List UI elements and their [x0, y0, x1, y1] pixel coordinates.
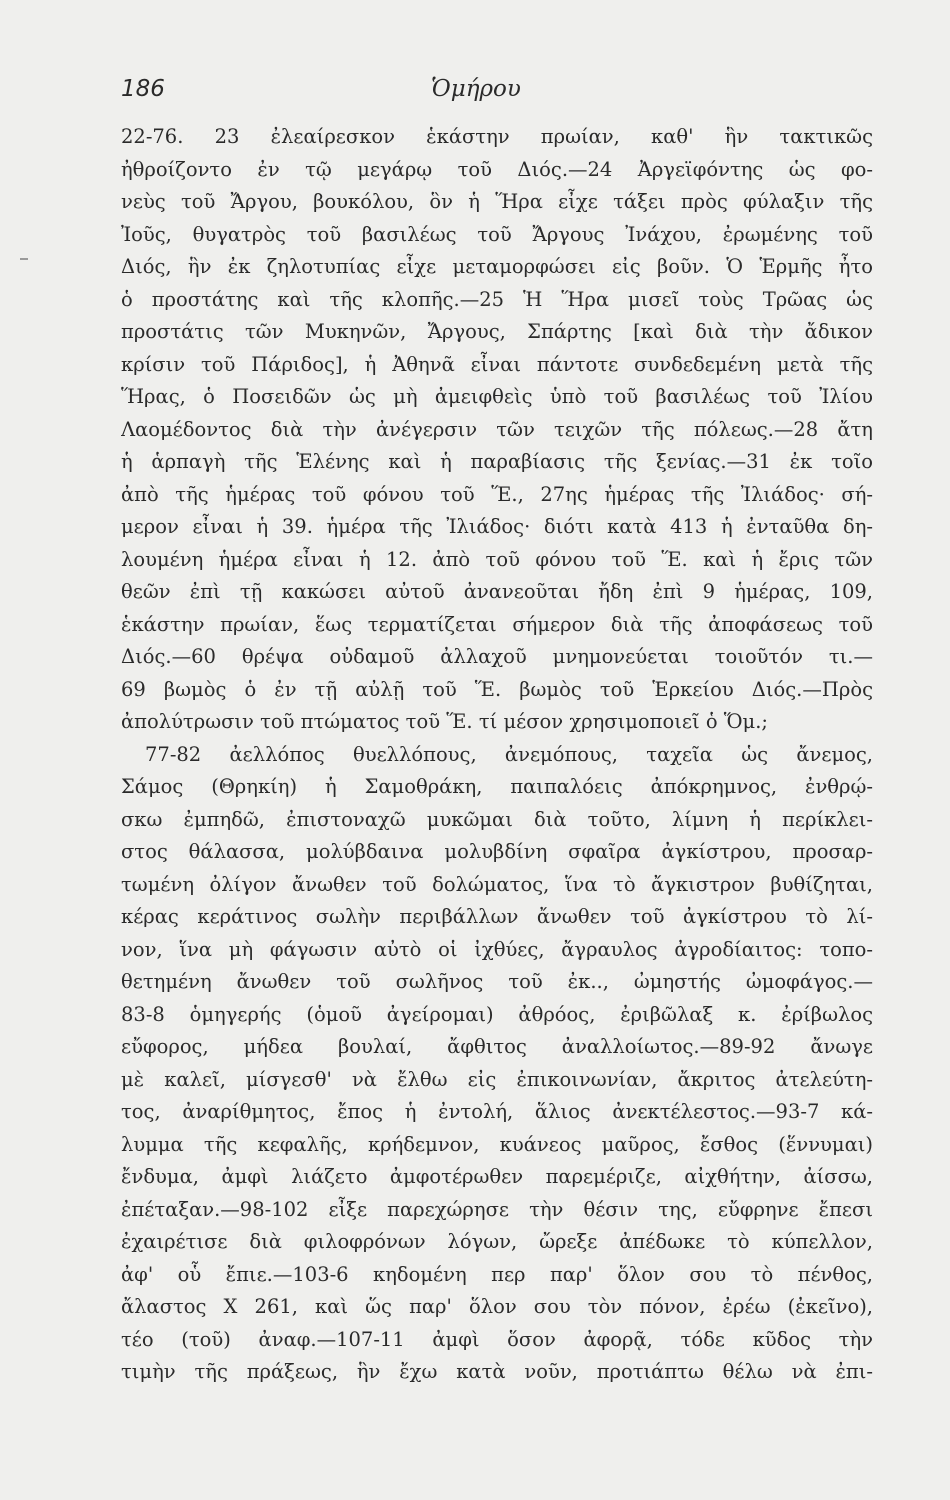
scan-mark — [20, 258, 28, 260]
commentary-text — [121, 121, 873, 1389]
text-line: Ἥρας, ὁ Ποσειδῶν ὡς μὴ ἀμειφθεὶς ὑπὸ τοῦ βασιλέως τοῦ Ἰλίου — [121, 385, 873, 408]
text-line: Διός.—60 θρέψα οὐδαμοῦ ἀλλαχοῦ μνημονεύεται τοιοῦτόν τι.— — [121, 645, 873, 668]
text-line: 83-8 ὁμηγερής (ὁμοῦ ἀγείρομαι) ἀθρόος, ἐριβῶλαξ κ. ἐρίβωλος — [121, 1002, 873, 1026]
text-line: θετημένη ἄνωθεν τοῦ σωλῆνος τοῦ ἐκ.., ὠμηστής ὠμοφάγος.— — [121, 970, 873, 993]
text-line: Σάμος (Θρηκίη) ἡ Σαμοθράκη, παιπαλόεις ἀπόκρημνος, ἐνθρῴ- — [121, 775, 873, 798]
text-line: 22-76. 23 ἐλεαίρεσκον ἑκάστην πρωίαν, καθ' ἣν τακτικῶς — [121, 125, 873, 148]
text-line: θεῶν ἐπὶ τῇ κακώσει αὐτοῦ ἀνανεοῦται ἤδη ἐπὶ 9 ἡμέρας, 109, — [121, 580, 873, 603]
text-line: μερον εἶναι ἡ 39. ἡμέρα τῆς Ἰλιάδος· διότι κατὰ 413 ἡ ἐνταῦθα δη- — [121, 515, 873, 538]
text-line: ἀπὸ τῆς ἡμέρας τοῦ φόνου τοῦ Ἕ., 27ης ἡμέρας τῆς Ἰλιάδος· σή- — [121, 482, 873, 506]
text-line: ὁ προστάτης καὶ τῆς κλοπῆς.—25 Ἡ Ἥρα μισεῖ τοὺς Τρῶας ὡς — [121, 287, 873, 311]
text-line: τωμένη ὀλίγον ἄνωθεν τοῦ δολώματος, ἵνα τὸ ἄγκιστρον βυθίζηται, — [121, 872, 873, 896]
text-line: λυμμα τῆς κεφαλῆς, κρήδεμνον, κυάνεος μαῦρος, ἔσθος (ἕννυμαι) — [121, 1132, 873, 1156]
text-line: κρίσιν τοῦ Πάριδος], ἡ Ἀθηνᾶ εἶναι πάντοτε συνδεδεμένη μετὰ τῆς — [121, 352, 873, 376]
text-line: ἠθροίζοντο ἐν τῷ μεγάρῳ τοῦ Διός.—24 Ἀργεϊφόντης ὡς φο- — [121, 157, 873, 181]
text-line: Λαομέδοντος διὰ τὴν ἀνέγερσιν τῶν τειχῶν τῆς πόλεως.—28 ἄτη — [121, 417, 873, 441]
text-line: εὔφορος, μήδεα βουλαί, ἄφθιτος ἀναλλοίωτος.—89-92 ἄνωγε — [121, 1035, 873, 1058]
text-line: 69 βωμὸς ὁ ἐν τῇ αὐλῇ τοῦ Ἕ. βωμὸς τοῦ Ἑρκείου Διός.—Πρὸς — [121, 677, 873, 701]
text-line: ἐπέταξαν.—98-102 εἶξε παρεχώρησε τὴν θέσιν της, εὔφρηνε ἔπεσι — [121, 1197, 873, 1221]
text-line: τέο (τοῦ) ἀναφ.—107-11 ἀμφὶ ὅσον ἀφορᾷ, τόδε κῦδος τὴν — [121, 1327, 873, 1351]
text-line: ἀπολύτρωσιν τοῦ πτώματος τοῦ Ἕ. τί μέσον χρησιμοποιεῖ ὁ Ὅμ.; — [121, 710, 768, 733]
text-line: στος θάλασσα, μολύβδαινα μολυβδίνη σφαῖρα ἀγκίστρου, προσαρ- — [121, 840, 873, 863]
text-line: τιμὴν τῆς πράξεως, ἣν ἔχω κατὰ νοῦν, προτιάπτω θέλω νὰ ἐπι- — [121, 1360, 873, 1383]
text-line: 77-82 ἀελλόπος θυελλόπους, ἀνεμόπους, ταχεῖα ὡς ἄνεμος, — [145, 742, 873, 766]
page-number: 186 — [121, 76, 165, 102]
text-line: νον, ἵνα μὴ φάγωσιν αὐτὸ οἱ ἰχθύες, ἄγραυλος ἀγροδίαιτος: τοπο- — [121, 937, 873, 961]
text-line: ἔνδυμα, ἀμφὶ λιάζετο ἀμφοτέρωθεν παρεμέριζε, αἰχθήτην, ἀίσσω, — [121, 1165, 873, 1188]
text-line: μὲ καλεῖ, μίσγεσθ' νὰ ἔλθω εἰς ἐπικοινωνίαν, ἄκριτος ἀτελεύτη- — [121, 1067, 873, 1091]
page-header — [121, 76, 890, 116]
text-line: Ἰοῦς, θυγατρὸς τοῦ βασιλέως τοῦ Ἄργους Ἰνάχου, ἐρωμένης τοῦ — [121, 222, 873, 246]
text-line: τος, ἀναρίθμητος, ἔπος ἡ ἐντολή, ἅλιος ἀνεκτέλεστος.—93-7 κά- — [121, 1100, 873, 1123]
text-line: ἄλαστος Χ 261, καὶ ὥς παρ' ὅλον σου τὸν πόνον, ἐρέω (ἐκεῖνο), — [121, 1295, 873, 1318]
text-line: ἀφ' οὗ ἔπιε.—103-6 κηδομένη περ παρ' ὅλον σου τὸ πένθος, — [121, 1262, 873, 1286]
text-line: προστάτις τῶν Μυκηνῶν, Ἄργους, Σπάρτης [καὶ διὰ τὴν ἄδικον — [121, 320, 873, 343]
text-line: νεὺς τοῦ Ἄργου, βουκόλου, ὃν ἡ Ἥρα εἶχε τάξει πρὸς φύλαξιν τῆς — [121, 190, 873, 213]
text-line: ἑκάστην πρωίαν, ἕως τερματίζεται σήμερον διὰ τῆς ἀποφάσεως τοῦ — [121, 612, 873, 636]
text-line: ἐχαιρέτισε διὰ φιλοφρόνων λόγων, ὤρεξε ἀπέδωκε τὸ κύπελλον, — [121, 1230, 873, 1253]
text-line: ἡ ἁρπαγὴ τῆς Ἑλένης καὶ ἡ παραβίασις τῆς ξενίας.—31 ἐκ τοῖο — [121, 450, 873, 473]
running-title: Ὁμήρου — [431, 76, 521, 102]
text-line: λουμένη ἡμέρα εἶναι ἡ 12. ἀπὸ τοῦ φόνου τοῦ Ἕ. καὶ ἡ ἔρις τῶν — [121, 547, 873, 571]
text-line: κέρας κεράτινος σωλὴν περιβάλλων ἄνωθεν τοῦ ἀγκίστρου τὸ λί- — [121, 905, 873, 928]
text-line: Διός, ἣν ἐκ ζηλοτυπίας εἶχε μεταμορφώσει εἰς βοῦν. Ὁ Ἑρμῆς ἦτο — [121, 255, 873, 278]
text-line: σκω ἐμπηδῶ, ἐπιστοναχῶ μυκῶμαι διὰ τοῦτο, λίμνη ἡ περίκλει- — [121, 807, 873, 831]
